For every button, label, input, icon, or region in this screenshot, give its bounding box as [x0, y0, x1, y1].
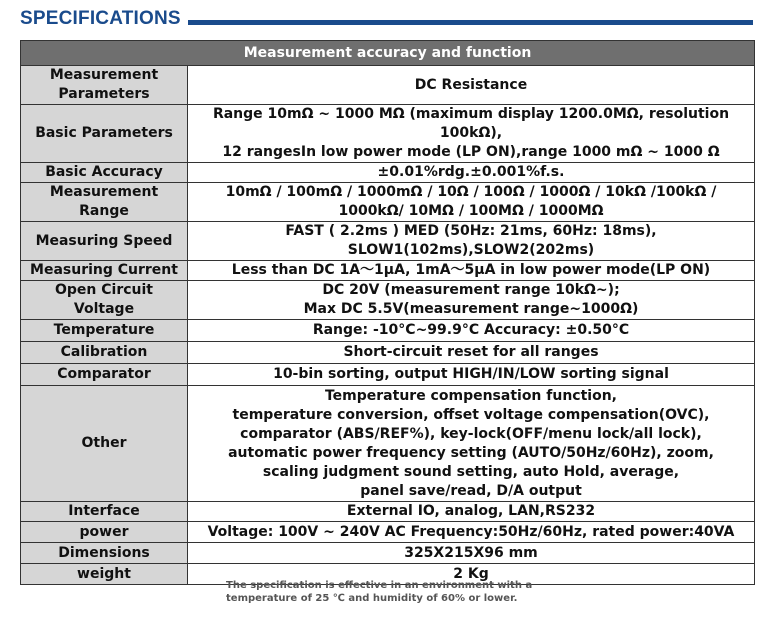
- row-label: weight: [21, 564, 188, 585]
- row-label: Calibration: [21, 342, 188, 364]
- table-row: [21, 66, 755, 105]
- row-value: Short-circuit reset for all ranges: [188, 342, 755, 364]
- row-value: 10mΩ / 100mΩ / 1000mΩ / 10Ω / 100Ω / 1000Ω / 10kΩ /100kΩ / 1000kΩ/ 10MΩ / 100MΩ / 1000MΩ: [188, 183, 755, 222]
- table-row: [21, 183, 755, 222]
- row-label: Measurement Parameters: [21, 66, 188, 105]
- table-header-row: [21, 41, 755, 66]
- row-label: Measuring Current: [21, 261, 188, 281]
- row-value: FAST ( 2.2ms ) MED (50Hz: 21ms, 60Hz: 18ms), SLOW1(102ms),SLOW2(202ms): [188, 222, 755, 261]
- row-value: Range: -10°C~99.9°C Accuracy: ±0.50°C: [188, 320, 755, 342]
- table-row: [21, 320, 755, 342]
- row-value: 10-bin sorting, output HIGH/IN/LOW sorting signal: [188, 364, 755, 386]
- table-row: [21, 222, 755, 261]
- table-row: [21, 105, 755, 163]
- row-value: 325X215X96 mm: [188, 543, 755, 564]
- table-row: [21, 502, 755, 522]
- table-row: [21, 261, 755, 281]
- section-title-row: [20, 6, 755, 32]
- table-row: [21, 364, 755, 386]
- row-value: DC 20V (measurement range 10kΩ~); Max DC 5.5V(measurement range~1000Ω): [188, 281, 755, 320]
- row-label: Measurement Range: [21, 183, 188, 222]
- specifications-table: [20, 40, 755, 585]
- table-row: [21, 543, 755, 564]
- row-value: Voltage: 100V ~ 240V AC Frequency:50Hz/60Hz, rated power:40VA: [188, 522, 755, 543]
- row-value: DC Resistance: [188, 66, 755, 105]
- row-label: Basic Accuracy: [21, 163, 188, 183]
- title-underline-bar: [188, 20, 753, 25]
- page-title: SPECIFICATIONS: [20, 8, 181, 29]
- table-row: [21, 522, 755, 543]
- row-value: ±0.01%rdg.±0.001%f.s.: [188, 163, 755, 183]
- footnote: The specification is effective in an environment with a temperature of 25 ℃ and humidity of 60% or lower.: [226, 580, 533, 604]
- table-row: [21, 281, 755, 320]
- row-label: Other: [21, 386, 188, 502]
- table-row: [21, 386, 755, 502]
- row-value: External IO, analog, LAN,RS232: [188, 502, 755, 522]
- row-value: 2 Kg: [188, 564, 755, 585]
- row-label: Dimensions: [21, 543, 188, 564]
- row-label: Interface: [21, 502, 188, 522]
- row-label: Basic Parameters: [21, 105, 188, 163]
- row-label: Comparator: [21, 364, 188, 386]
- row-label: Temperature: [21, 320, 188, 342]
- row-label: power: [21, 522, 188, 543]
- table-header: Measurement accuracy and function: [21, 41, 755, 66]
- row-label: Measuring Speed: [21, 222, 188, 261]
- table-row: [21, 163, 755, 183]
- row-value: Range 10mΩ ~ 1000 MΩ (maximum display 1200.0MΩ, resolution 100kΩ), 12 rangesIn low power mode (LP ON),range 1000 mΩ ~ 1000 Ω: [188, 105, 755, 163]
- table-row: [21, 342, 755, 364]
- row-label: Open Circuit Voltage: [21, 281, 188, 320]
- row-value: Temperature compensation function, temperature conversion, offset voltage compensation(OVC), comparator (ABS/REF%), key-lock(OFF/menu lock/all lock), automatic power frequency setting (AUTO/50Hz/60Hz), zoom, scaling judgment sound setting, auto Hold, average, panel save/read, D/A output: [188, 386, 755, 502]
- row-value: Less than DC 1A～1μA, 1mA～5μA in low power mode(LP ON): [188, 261, 755, 281]
